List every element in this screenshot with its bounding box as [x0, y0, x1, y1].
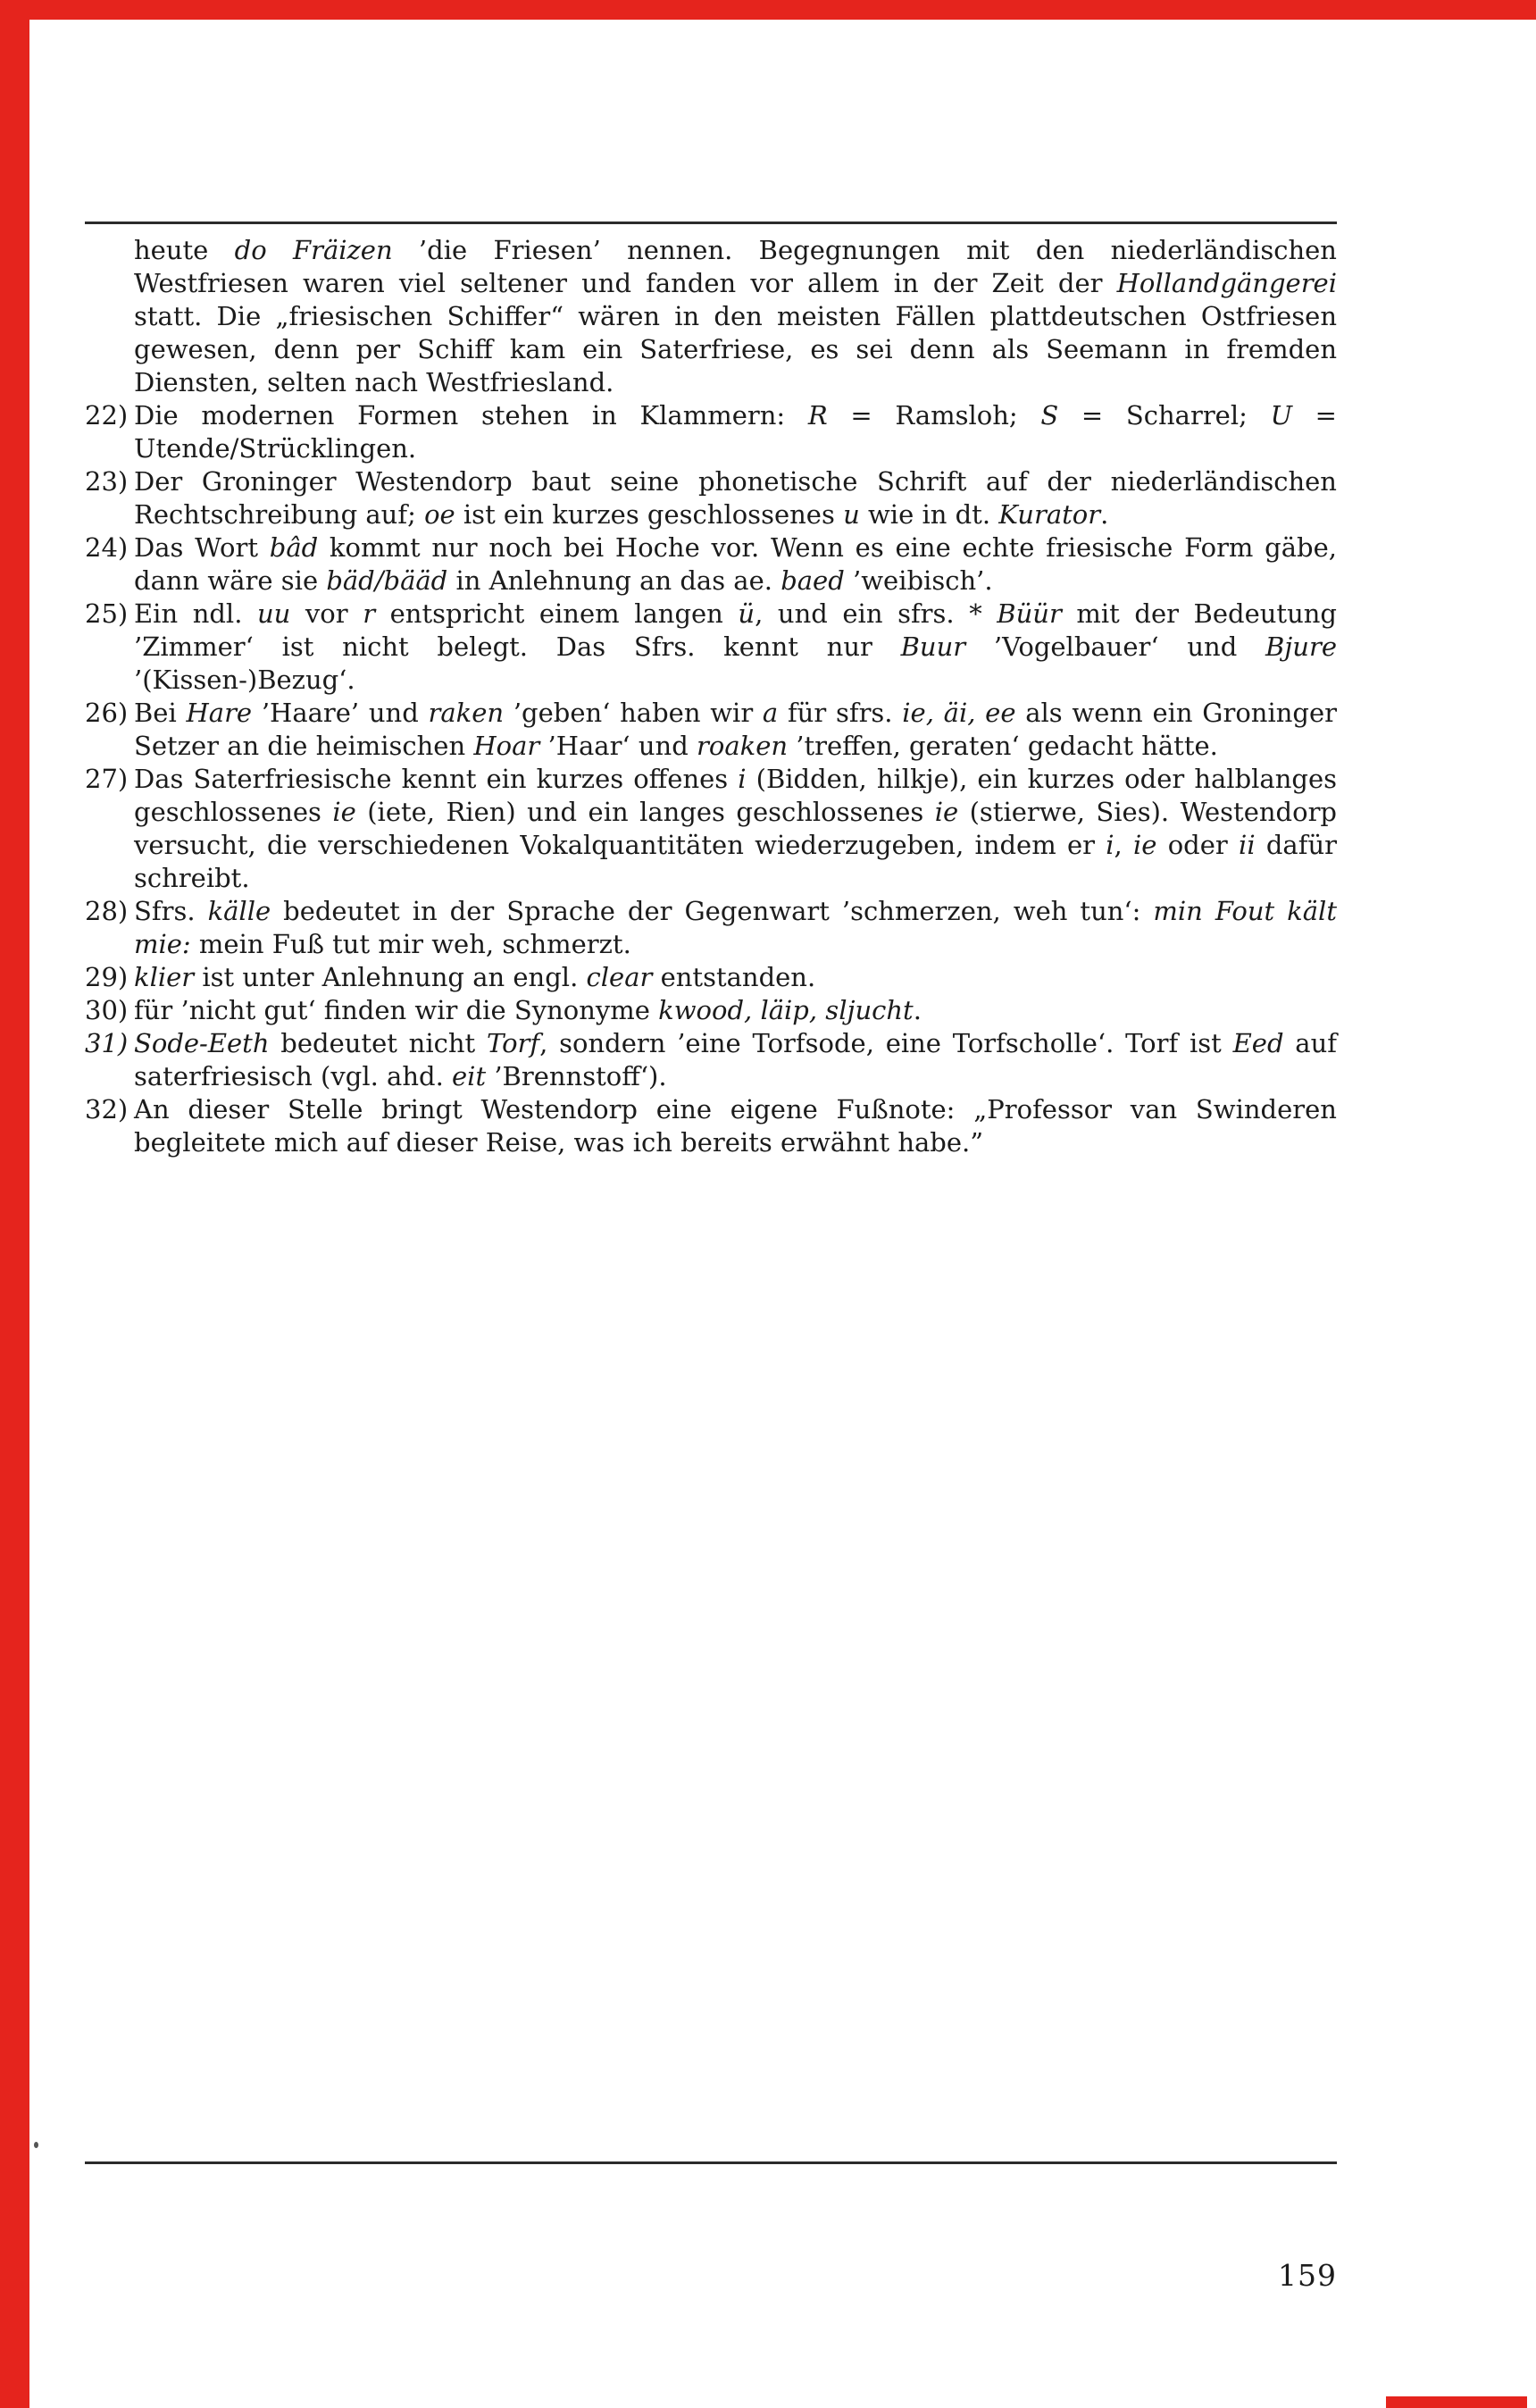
italic-text-segment: ii — [1239, 830, 1256, 860]
text-segment: für sfrs. — [778, 698, 903, 728]
text-segment: ist ein kurzes geschlossenes — [455, 499, 844, 530]
text-segment: ’(Kissen-)Bezug‘. — [134, 665, 355, 695]
note-item — [85, 1027, 1337, 1093]
note-number: 31) — [85, 1028, 129, 1058]
text-segment: . — [913, 995, 922, 1025]
italic-text-segment: ie — [332, 797, 356, 827]
scan-speck — [34, 2142, 38, 2148]
note-item — [85, 531, 1337, 598]
italic-text-segment: i — [1106, 830, 1114, 860]
note-item — [85, 697, 1337, 763]
text-segment: auf saterfriesisch (vgl. ahd. — [134, 1028, 1337, 1091]
text-segment: als wenn ein Groninger Setzer an die heimischen — [134, 698, 1338, 761]
note-text — [134, 1093, 1337, 1159]
note-number: 25) — [85, 598, 129, 629]
text-segment: ’Brennstoff‘). — [486, 1061, 667, 1091]
italic-text-segment: oe — [424, 499, 455, 530]
intro-paragraph — [134, 234, 1337, 399]
note-number: 27) — [85, 764, 129, 794]
note-text — [134, 598, 1337, 697]
note-item — [85, 1093, 1337, 1159]
text-segment: ’Haare’ und — [252, 698, 429, 728]
text-segment: . — [1100, 499, 1109, 530]
top-rule — [85, 222, 1337, 224]
notes-list — [85, 399, 1337, 1159]
note-text — [134, 697, 1337, 763]
text-segment: (Bidden, hilkje), ein kurzes oder halblanges geschlossenes — [134, 764, 1337, 827]
text-segment: mein Fuß tut mir weh, schmerzt. — [190, 929, 631, 959]
text-segment: ist unter Anlehnung an engl. — [194, 962, 587, 992]
italic-text-segment: do Fräizen — [234, 235, 393, 265]
italic-text-segment: i — [738, 764, 747, 794]
italic-text-segment: källe — [207, 896, 271, 926]
text-segment: ’treffen, geraten‘ gedacht hätte. — [788, 731, 1218, 761]
note-item — [85, 763, 1337, 895]
text-segment: Bei — [134, 698, 187, 728]
note-text — [134, 895, 1337, 961]
text-segment: oder — [1156, 830, 1240, 860]
note-item — [85, 465, 1337, 531]
text-segment: , — [1114, 830, 1134, 860]
note-number: 30) — [85, 995, 129, 1025]
text-segment: , sondern ’eine Torfsode, eine Torfscholle‘. Torf ist — [539, 1028, 1233, 1058]
note-number: 28) — [85, 896, 129, 926]
text-segment: dafür schreibt. — [134, 830, 1337, 893]
note-text — [134, 763, 1337, 895]
italic-text-segment: U — [1270, 400, 1293, 431]
italic-text-segment: Büür — [997, 598, 1062, 629]
text-segment: für ’nicht gut‘ finden wir die Synonyme — [134, 995, 659, 1025]
italic-text-segment: Hoar — [473, 731, 540, 761]
italic-text-segment: klier — [134, 962, 195, 992]
italic-text-segment: Sode-Eeth — [134, 1028, 270, 1058]
italic-text-segment: bäd/bääd — [326, 565, 448, 596]
text-segment: = Scharrel; — [1058, 400, 1271, 431]
text-segment: wie in dt. — [859, 499, 999, 530]
text-segment: entstanden. — [652, 962, 816, 992]
note-number: 22) — [85, 400, 129, 431]
text-segment: ’weibisch’. — [844, 565, 993, 596]
note-item — [85, 399, 1337, 465]
italic-text-segment: Bjure — [1265, 631, 1337, 662]
note-item — [85, 895, 1337, 961]
note-text — [134, 961, 1337, 994]
italic-text-segment: baed — [781, 565, 845, 596]
text-segment: (iete, Rien) und ein langes geschlossenes — [355, 797, 935, 827]
text-segment: Ein ndl. — [134, 598, 257, 629]
italic-text-segment: raken — [428, 698, 505, 728]
text-segment: = Ramsloh; — [827, 400, 1041, 431]
text-segment: , und ein sfrs. * — [755, 598, 998, 629]
text-segment: mit der Bedeutung ’Zimmer‘ ist nicht belegt. Das Sfrs. kennt nur — [134, 598, 1337, 662]
text-segment: = Utende/Strücklingen. — [134, 400, 1337, 464]
italic-text-segment: Hare — [186, 698, 253, 728]
note-item — [85, 961, 1337, 994]
text-segment: vor — [290, 598, 363, 629]
italic-text-segment: roaken — [697, 731, 789, 761]
scan-edge-left — [0, 0, 29, 2408]
italic-text-segment: Hollandgängerei — [1116, 268, 1337, 298]
note-text — [134, 531, 1337, 598]
italic-text-segment: Torf — [486, 1028, 540, 1058]
text-segment: statt. Die „friesischen Schiffer“ wären in den meisten Fällen plattdeutschen Ostfriesen gewesen, denn per Schiff kam ein Saterfriese, es sei denn als Seemann in fremden Diensten, selten nach Westfriesland. — [134, 301, 1337, 397]
page-number: 159 — [1278, 2258, 1337, 2293]
text-segment: entspricht einem langen — [375, 598, 739, 629]
italic-text-segment: min Fout kält mie: — [134, 896, 1337, 959]
italic-text-segment: Eed — [1232, 1028, 1284, 1058]
italic-text-segment: ie, äi, ee — [902, 698, 1016, 728]
text-segment: ’Vogelbauer‘ und — [965, 631, 1265, 662]
italic-text-segment: u — [843, 499, 860, 530]
text-segment: Sfrs. — [134, 896, 208, 926]
italic-text-segment: r — [363, 598, 376, 629]
note-text — [134, 1027, 1337, 1093]
bottom-rule — [85, 2161, 1337, 2164]
text-segment: An dieser Stelle bringt Westendorp eine eigene Fußnote: „Professor van Swinderen begleitete mich auf dieser Reise, was ich bereits erwähnt habe.” — [134, 1094, 1337, 1158]
text-segment: in Anlehnung an das ae. — [447, 565, 781, 596]
text-segment: ’Haar‘ und — [539, 731, 697, 761]
italic-text-segment: kwood, läip, sljucht — [658, 995, 914, 1025]
note-text — [134, 994, 1337, 1027]
note-text — [134, 465, 1337, 531]
italic-text-segment: S — [1040, 400, 1059, 431]
italic-text-segment: clear — [586, 962, 653, 992]
text-segment: Das Saterfriesische kennt ein kurzes offenes — [134, 764, 739, 794]
italic-text-segment: ie — [934, 797, 959, 827]
note-number: 32) — [85, 1094, 129, 1125]
note-number: 23) — [85, 466, 129, 497]
note-item — [85, 994, 1337, 1027]
notes-text-block — [85, 234, 1337, 1159]
text-segment: bedeutet in der Sprache der Gegenwart ’schmerzen, weh tun‘: — [271, 896, 1154, 926]
italic-text-segment: Kurator — [998, 499, 1101, 530]
italic-text-segment: R — [807, 400, 828, 431]
text-segment: Das Wort — [134, 532, 270, 563]
text-segment: ’die Friesen’ nennen. Begegnungen mit den niederländischen Westfriesen waren viel seltener und fanden vor allem in der Zeit der — [134, 235, 1337, 298]
italic-text-segment: eit — [452, 1061, 487, 1091]
text-segment: bedeutet nicht — [269, 1028, 487, 1058]
note-number: 24) — [85, 532, 129, 563]
text-segment: ’geben‘ haben wir — [504, 698, 763, 728]
text-segment: (stierwe, Sies). Westendorp versucht, die verschiedenen Vokalquantitäten wiederzugeben, indem er — [134, 797, 1337, 860]
text-segment: kommt nur noch bei Hoche vor. Wenn es eine echte friesische Form gäbe, dann wäre sie — [134, 532, 1337, 596]
italic-text-segment: uu — [257, 598, 291, 629]
scan-edge-bottom-right — [1386, 2396, 1527, 2408]
text-segment: Der Groninger Westendorp baut seine phonetische Schrift auf der niederländischen Rechtschreibung auf; — [134, 466, 1337, 530]
italic-text-segment: ü — [738, 598, 755, 629]
text-segment: Die modernen Formen stehen in Klammern: — [134, 400, 808, 431]
note-item — [85, 598, 1337, 697]
note-number: 26) — [85, 698, 129, 728]
note-number: 29) — [85, 962, 129, 992]
italic-text-segment: ie — [1133, 830, 1157, 860]
scan-edge-top — [0, 0, 1536, 20]
italic-text-segment: Buur — [900, 631, 966, 662]
italic-text-segment: bâd — [269, 532, 319, 563]
text-segment: heute — [134, 235, 235, 265]
italic-text-segment: a — [762, 698, 779, 728]
note-text — [134, 399, 1337, 465]
